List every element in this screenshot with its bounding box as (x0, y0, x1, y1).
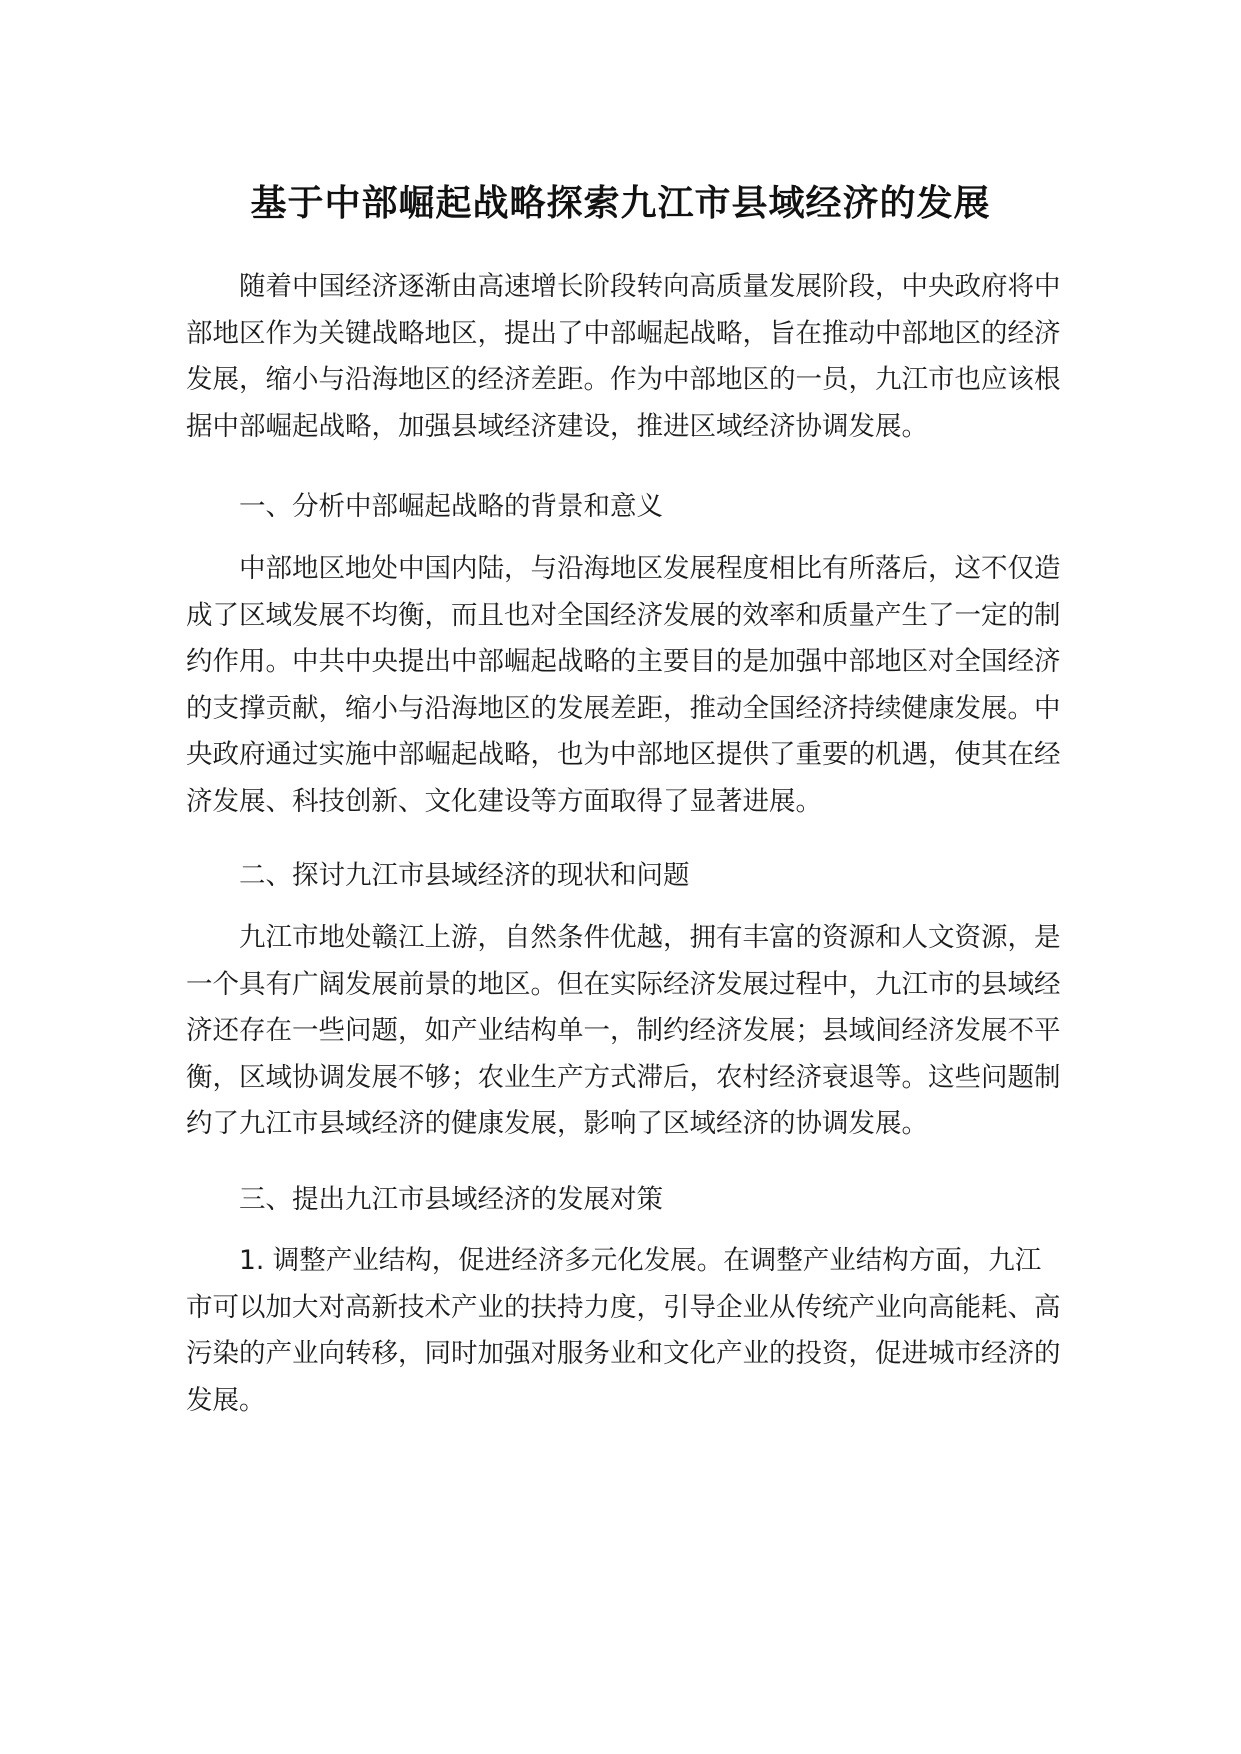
document-title: 基于中部崛起战略探索九江市县域经济的发展 (250, 183, 991, 224)
section-3-item-1: 1. 调整产业结构，促进经济多元化发展。在调整产业结构方面，九江市可以加大对高新技术产业的扶持力度，引导企业从传统产业向高能耗、高污染的产业向转移，同时加强对服务业和文化产业的投资，促进城市经济的发展。 (186, 1245, 1061, 1416)
section-2-paragraph: 九江市地处赣江上游，自然条件优越，拥有丰富的资源和人文资源，是一个具有广阔发展前景的地区。但在实际经济发展过程中，九江市的县域经济还存在一些问题，如产业结构单一，制约经济发展；县域间经济发展不平衡，区域协调发展不够；农业生产方式滞后，农村经济衰退等。这些问题制约了九江市县域经济的健康发展，影响了区域经济的协调发展。 (186, 922, 1061, 1139)
section-1-heading-block (186, 484, 1066, 531)
section-2-body-block (186, 915, 1066, 1148)
section-1-paragraph: 中部地区地处中国内陆，与沿海地区发展程度相比有所落后，这不仅造成了区域发展不均衡，而且也对全国经济发展的效率和质量产生了一定的制约作用。中共中央提出中部崛起战略的主要目的是加强中部地区对全国经济的支撑贡献，缩小与沿海地区的发展差距，推动全国经济持续健康发展。中央政府通过实施中部崛起战略，也为中部地区提供了重要的机遇，使其在经济发展、科技创新、文化建设等方面取得了显著进展。 (186, 553, 1061, 817)
intro-paragraph: 随着中国经济逐渐由高速增长阶段转向高质量发展阶段，中央政府将中部地区作为关键战略地区，提出了中部崛起战略，旨在推动中部地区的经济发展，缩小与沿海地区的经济差距。作为中部地区的一员，九江市也应该根据中部崛起战略，加强县域经济建设，推进区域经济协调发展。 (186, 271, 1061, 442)
section-2-heading: 二、探讨九江市县域经济的现状和问题 (239, 860, 690, 891)
section-3-heading-block (186, 1177, 1066, 1224)
section-1-body-block (186, 546, 1066, 825)
section-3-heading: 三、提出九江市县域经济的发展对策 (239, 1184, 663, 1215)
section-2-heading-block (186, 853, 1066, 900)
section-3-body-block (186, 1238, 1066, 1424)
section-1-heading: 一、分析中部崛起战略的背景和意义 (239, 491, 663, 522)
intro-block (186, 264, 1066, 450)
